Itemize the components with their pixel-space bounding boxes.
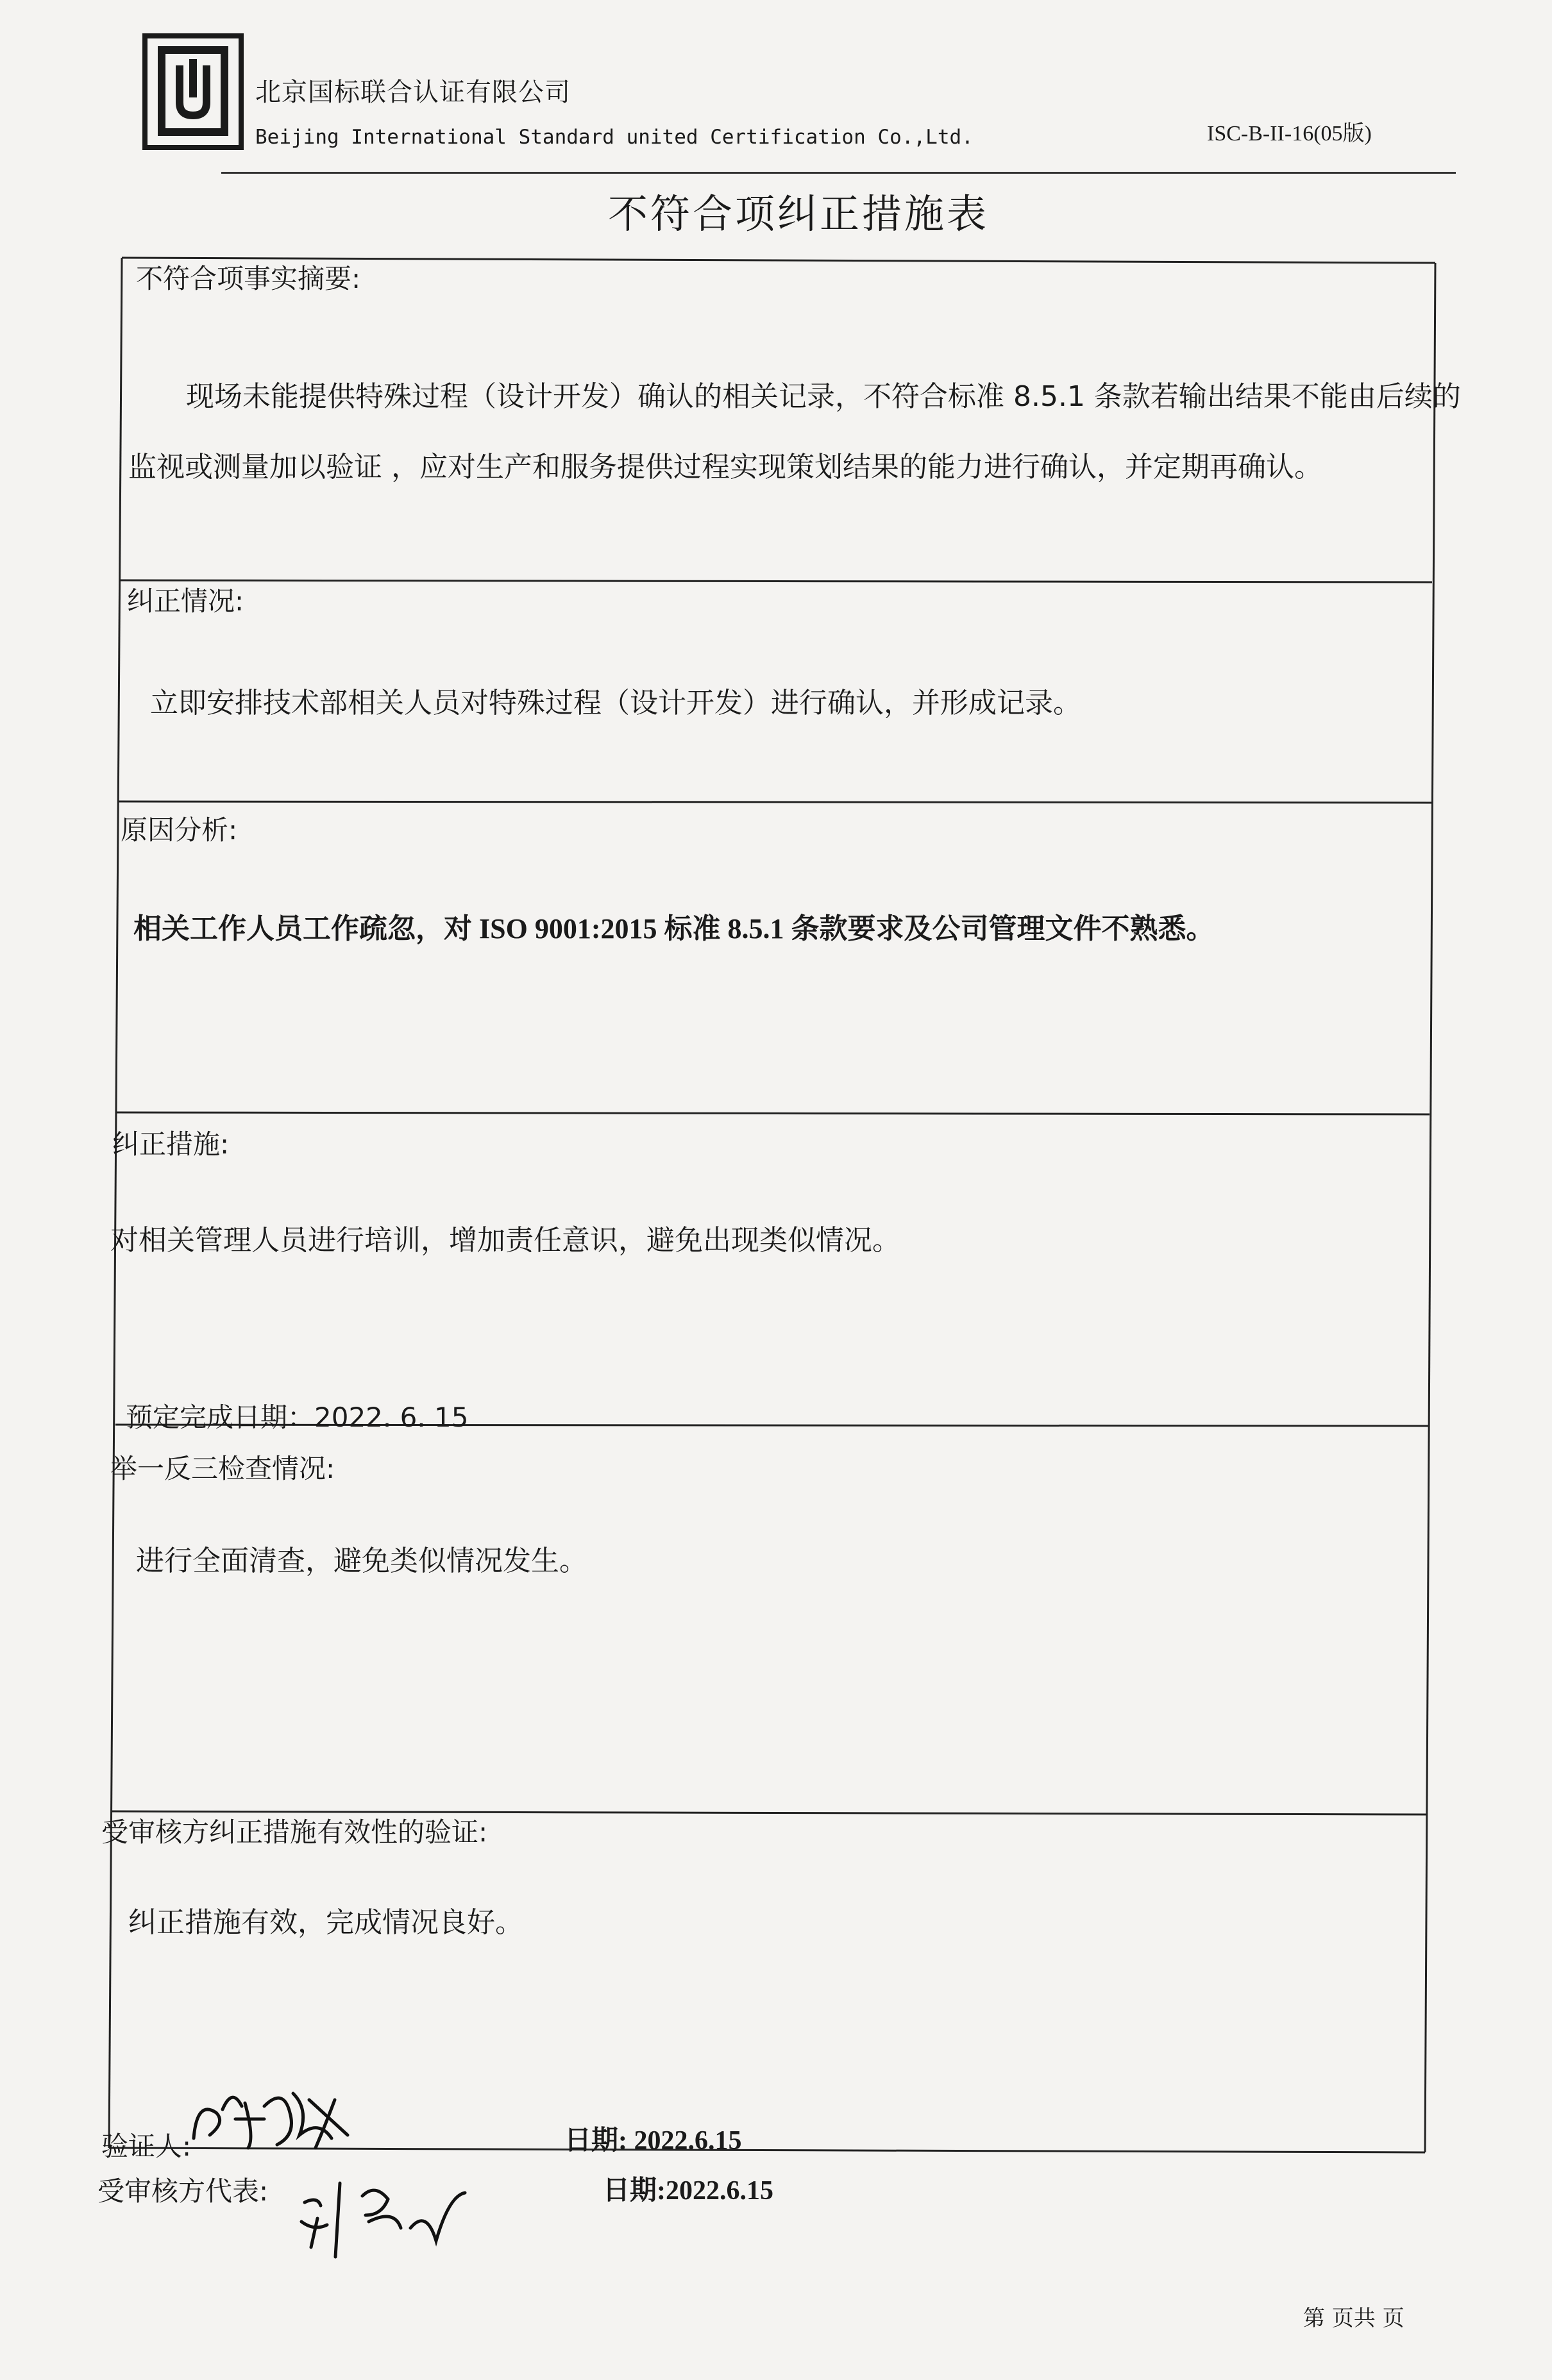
company-name-cn: 北京国标联合认证有限公司 [255, 78, 571, 107]
cause-label: 原因分析: [121, 814, 238, 846]
nonconformity-text-line1: 现场未能提供特殊过程（设计开发）确认的相关记录，不符合标准 8.5.1 条款若输出结果不能由后续的 [186, 380, 1461, 413]
representative-label: 受审核方代表: [97, 2175, 269, 2207]
extended-check-text: 进行全面清查，避免类似情况发生。 [136, 1545, 587, 1577]
corrective-action-text: 对相关管理人员进行培训，增加责任意识，避免出现类似情况。 [110, 1224, 900, 1257]
correction-label: 纠正情况: [127, 585, 244, 617]
company-name-en: Beijing International Standard united Certification Co.,Ltd. [255, 126, 974, 149]
document-title: 不符合项纠正措施表 [607, 190, 989, 237]
verification-label: 受审核方纠正措施有效性的验证: [101, 1816, 488, 1848]
page-info: 第 页共 页 [1303, 2306, 1404, 2331]
representative-date: 日期:2022.6.15 [603, 2176, 773, 2206]
verification-text: 纠正措施有效，完成情况良好。 [128, 1906, 523, 1939]
verifier-label: 验证人: [101, 2131, 192, 2162]
extended-check-label: 举一反三检查情况: [110, 1453, 335, 1484]
verifier-date: 日期: 2022.6.15 [564, 2126, 742, 2156]
nonconformity-label: 不符合项事实摘要: [136, 263, 361, 294]
correction-text: 立即安排技术部相关人员对特殊过程（设计开发）进行确认，并形成记录。 [150, 687, 1081, 719]
representative-signature [292, 2170, 478, 2267]
corrective-action-label: 纠正措施: [112, 1128, 230, 1160]
due-date: 预定完成日期：2022. 6. 15 [126, 1402, 469, 1433]
form-code: ISC-B-II-16(05版) [1207, 122, 1372, 146]
nonconformity-text-line2: 监视或测量加以验证 ，应对生产和服务提供过程实现策划结果的能力进行确认，并定期再确认。 [128, 451, 1322, 483]
cause-text: 相关工作人员工作疏忽，对 ISO 9001:2015 标准 8.5.1 条款要求及公司管理文件不熟悉。 [133, 913, 1215, 944]
verifier-signature [187, 2074, 360, 2158]
